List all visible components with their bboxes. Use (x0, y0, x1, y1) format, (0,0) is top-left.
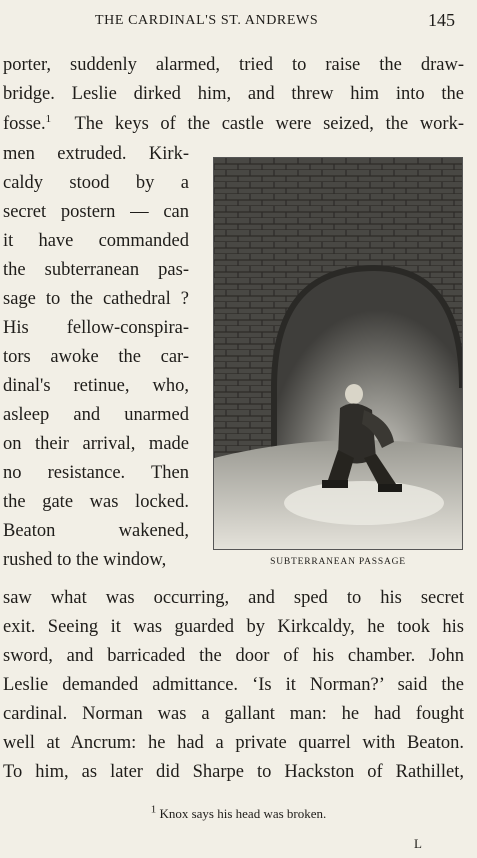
text-line: on their arrival, made (3, 434, 189, 454)
footnote-text: Knox says his head was broken. (159, 806, 327, 821)
text-line: Leslie demanded admittance. ‘Is it Norman?’ said the (3, 675, 464, 695)
text-line: rushed to the window, (3, 550, 167, 570)
text-line: no resistance. Then (3, 463, 189, 483)
text-line: porter, suddenly alarmed, tried to raise the draw- (3, 55, 464, 75)
figure-caption: SUBTERRANEAN PASSAGE (270, 557, 406, 567)
page-number: 145 (428, 10, 455, 30)
text-line: To him, as later did Sharpe to Hackston of Rathillet, (3, 762, 464, 782)
text-line: His fellow-conspira- (3, 318, 189, 338)
footnote (0, 803, 477, 822)
text-line: the subterranean pas- (3, 260, 189, 280)
footnote-marker: 1 (150, 803, 157, 816)
running-title: THE CARDINAL'S ST. ANDREWS (95, 13, 319, 28)
light-patch (284, 481, 444, 525)
text-line: exit. Seeing it was guarded by Kirkcaldy, he took his (3, 617, 464, 637)
text-line: it have commanded (3, 231, 189, 251)
text-line-with-footnote (3, 111, 464, 137)
text-line: men extruded. Kirk- (3, 144, 189, 164)
subterranean-passage-illustration (213, 157, 463, 550)
running-head (0, 10, 477, 32)
text-line: asleep and unarmed (3, 405, 189, 425)
text-line: cardinal. Norman was a gallant man: he had fought (3, 704, 464, 724)
text-line: the gate was locked. (3, 492, 189, 512)
text-line: bridge. Leslie dirked him, and threw him into the (3, 84, 464, 104)
text-line: well at Ancrum: he had a private quarrel with Beaton. (3, 733, 464, 753)
signature-mark: L (414, 836, 422, 851)
text-line: caldy stood by a (3, 173, 189, 193)
text-line: sage to the cathedral ? (3, 289, 189, 309)
text-line: secret postern — can (3, 202, 189, 222)
text-line: tors awoke the car- (3, 347, 189, 367)
text-line: saw what was occurring, and sped to his secret (3, 588, 464, 608)
text-segment: fosse. (3, 114, 46, 134)
footnote-ref: 1 (45, 112, 52, 125)
text-segment: The keys of the castle were seized, the work- (74, 114, 464, 134)
text-line: Beaton wakened, (3, 521, 189, 541)
text-line: dinal's retinue, who, (3, 376, 189, 396)
text-line: sword, and barricaded the door of his chamber. John (3, 646, 464, 666)
engraving (214, 158, 462, 549)
